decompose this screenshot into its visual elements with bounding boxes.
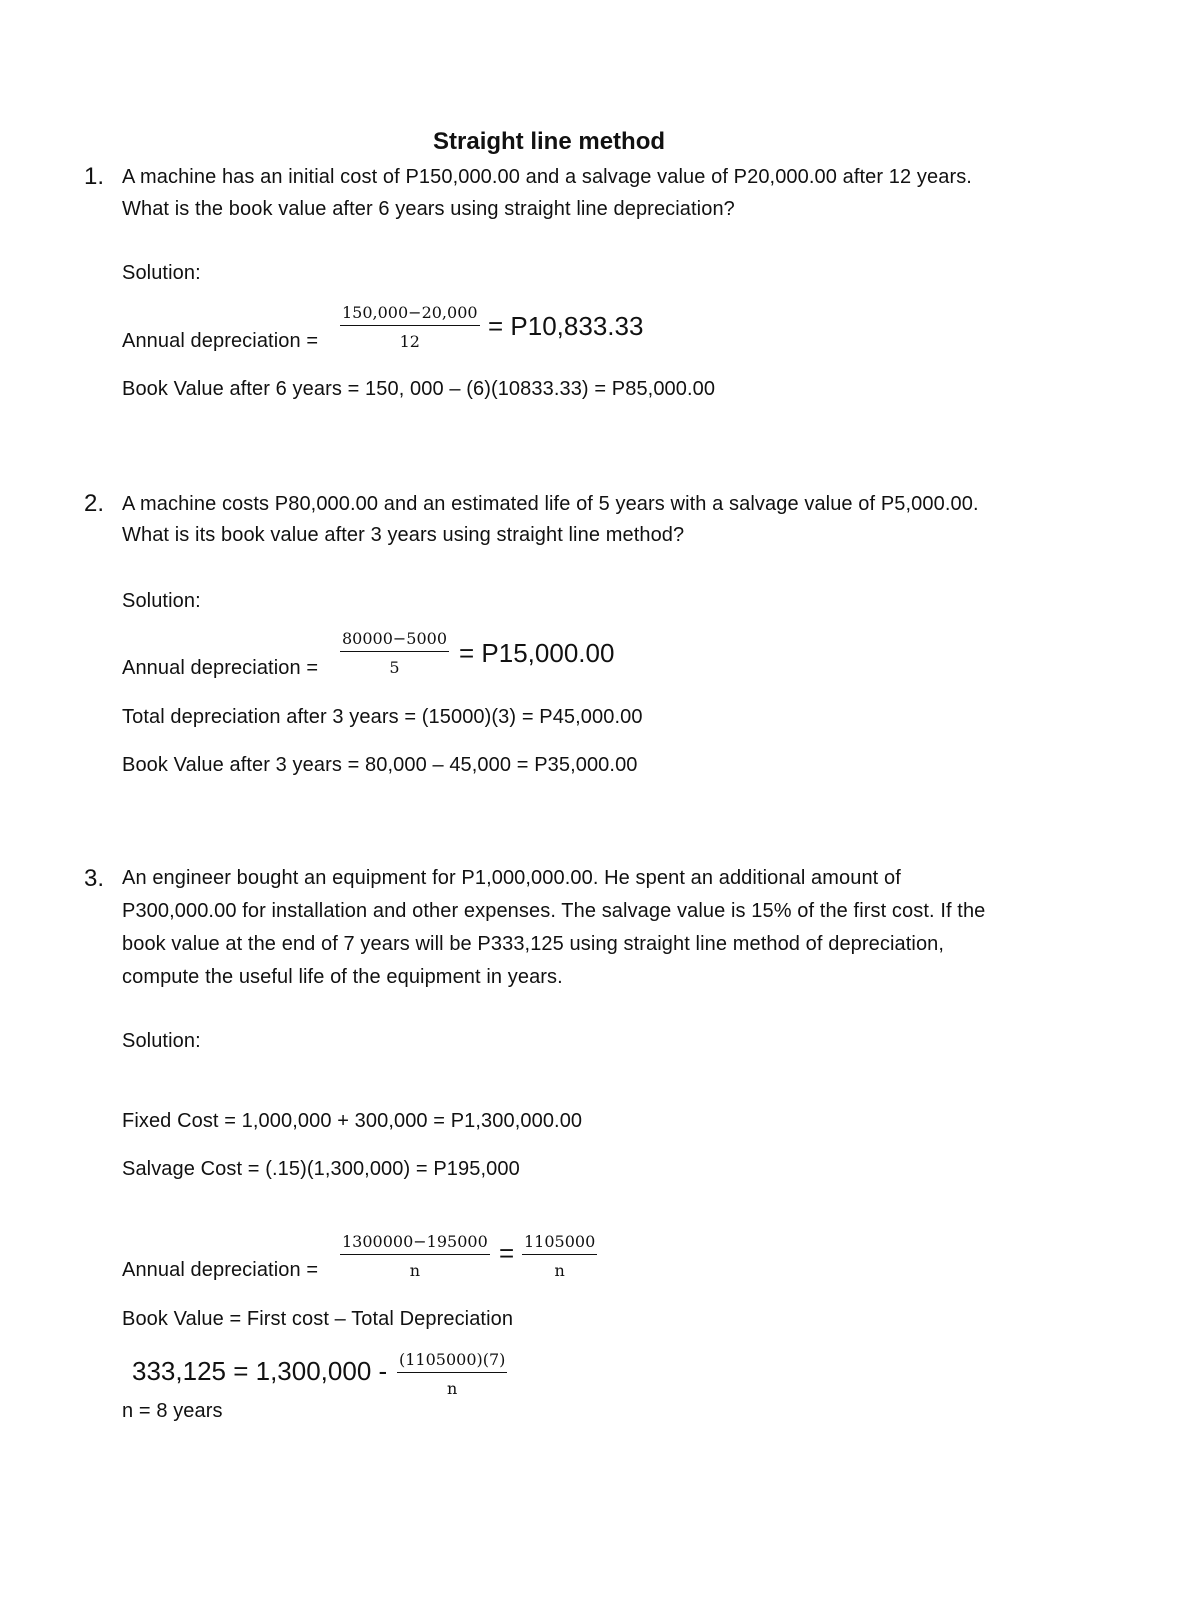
problem-3-fraction-1-numerator: 1300000−195000 <box>340 1232 490 1255</box>
problem-2-question-line-1: A machine costs P80,000.00 and an estimated life of 5 years with a salvage value of P5,000.00. <box>122 493 979 515</box>
problem-3-solution-label: Solution: <box>122 1030 201 1052</box>
problem-1-fraction-denominator: 12 <box>399 332 420 351</box>
problem-2-book-value: Book Value after 3 years = 80,000 – 45,000 = P35,000.00 <box>122 754 638 776</box>
problem-3-fraction-2 <box>522 1232 597 1281</box>
problem-1-question-line-2: What is the book value after 6 years using straight line depreciation? <box>122 198 735 220</box>
problem-3-fixed-cost: Fixed Cost = 1,000,000 + 300,000 = P1,300,000.00 <box>122 1110 583 1132</box>
problem-1-number: 1. <box>84 163 105 190</box>
problem-3-question-line-1: An engineer bought an equipment for P1,000,000.00. He spent an additional amount of <box>122 867 901 889</box>
problem-2-annual-label: Annual depreciation = <box>122 657 319 679</box>
problem-3-salvage-cost: Salvage Cost = (.15)(1,300,000) = P195,000 <box>122 1158 520 1180</box>
problem-3-book-value-formula: Book Value = First cost – Total Depreciation <box>122 1308 514 1330</box>
problem-1-fraction-numerator: 150,000−20,000 <box>340 303 480 326</box>
problem-3-fraction-1 <box>340 1232 490 1281</box>
problem-3-answer: n = 8 years <box>122 1400 223 1422</box>
page-title: Straight line method <box>433 128 666 155</box>
problem-3-number: 3. <box>84 865 105 892</box>
problem-1-question-line-1: A machine has an initial cost of P150,000.00 and a salvage value of P20,000.00 after 12 years. <box>122 166 972 188</box>
problem-3-fraction-3-denominator: n <box>447 1379 458 1398</box>
problem-2-fraction-numerator: 80000−5000 <box>340 629 449 652</box>
problem-2-fraction <box>340 629 449 678</box>
problem-2-annual-result: = P15,000.00 <box>459 638 615 668</box>
problem-1-fraction <box>340 303 480 352</box>
problem-3-equals-sign: = <box>499 1238 515 1268</box>
problem-3-question-line-2: P300,000.00 for installation and other expenses. The salvage value is 15% of the first cost. If the <box>122 900 986 922</box>
problem-2-question-line-2: What is its book value after 3 years using straight line method? <box>122 524 685 546</box>
problem-2-fraction-denominator: 5 <box>389 658 400 677</box>
problem-2-number: 2. <box>84 490 105 517</box>
problem-2-solution-label: Solution: <box>122 590 201 612</box>
problem-1-annual-result: = P10,833.33 <box>488 311 644 341</box>
problem-3-fraction-2-numerator: 1105000 <box>522 1232 597 1255</box>
problem-3-question-line-3: book value at the end of 7 years will be P333,125 using straight line method of depreciation, <box>122 933 945 955</box>
problem-3-fraction-3-numerator: (1105000)(7) <box>397 1350 507 1373</box>
problem-3-fraction-1-denominator: n <box>409 1261 421 1280</box>
problem-3-question-line-4: compute the useful life of the equipment in years. <box>122 966 563 988</box>
problem-1-book-value: Book Value after 6 years = 150, 000 – (6)(10833.33) = P85,000.00 <box>122 378 716 400</box>
problem-1-solution-label: Solution: <box>122 262 201 284</box>
problem-3-fraction-2-denominator: n <box>554 1261 565 1280</box>
problem-3-annual-label: Annual depreciation = <box>122 1259 319 1281</box>
problem-3-equation-left: 333,125 = 1,300,000 - <box>132 1356 388 1386</box>
problem-3-fraction-3 <box>397 1350 507 1399</box>
problem-2-total-depreciation: Total depreciation after 3 years = (15000)(3) = P45,000.00 <box>122 706 643 728</box>
problem-1-annual-label: Annual depreciation = <box>122 330 319 352</box>
